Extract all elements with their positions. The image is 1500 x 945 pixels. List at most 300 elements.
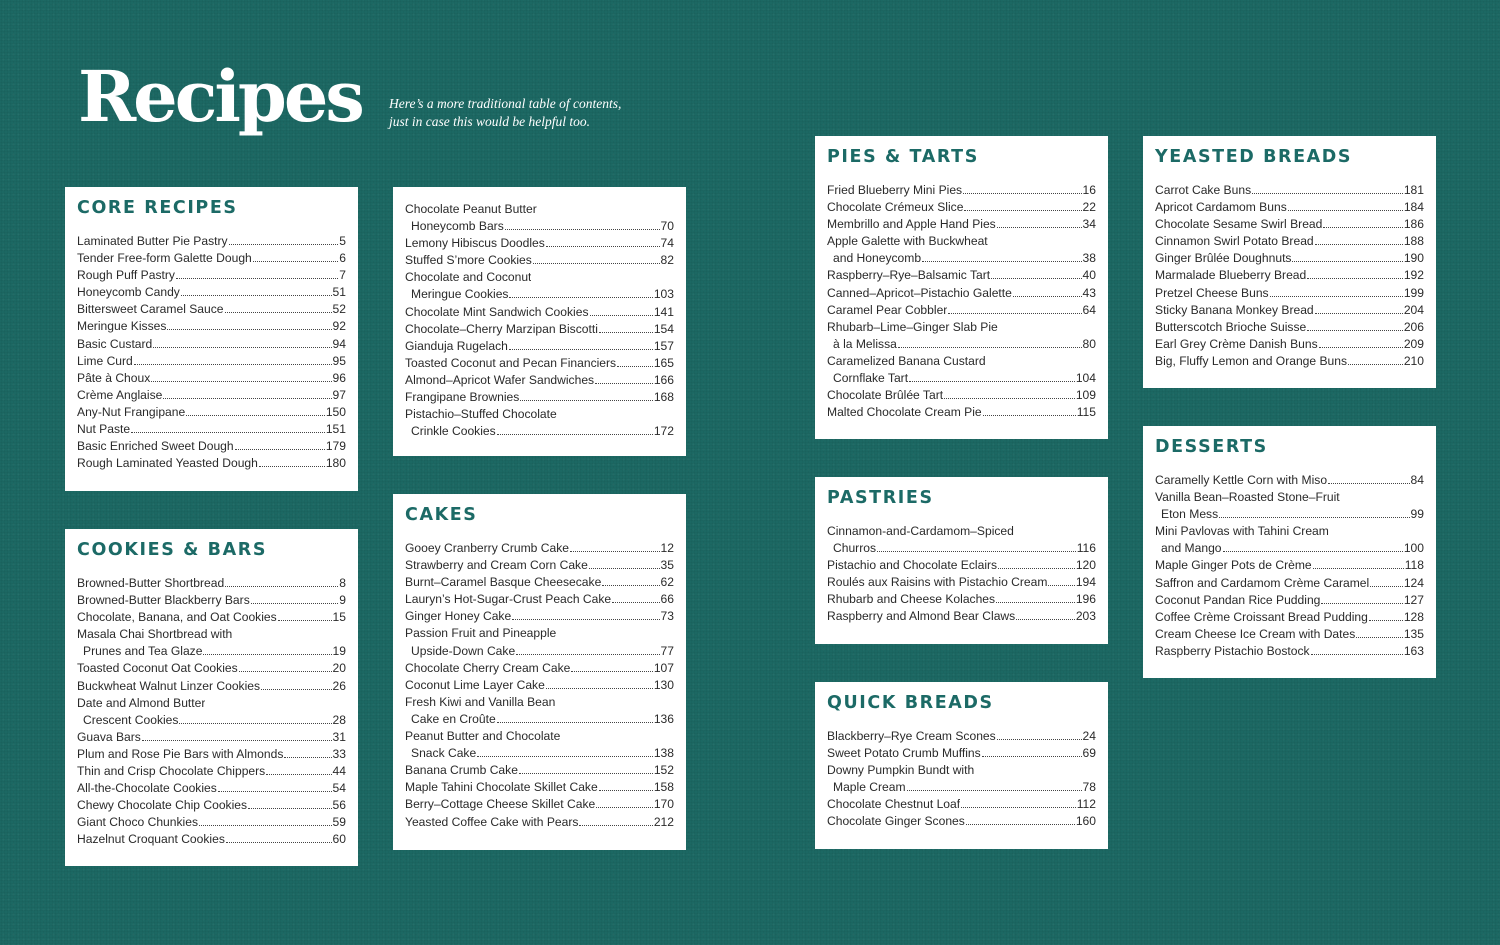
recipe-name-continued: Upside-Down Cake <box>411 643 516 658</box>
dot-leader <box>153 339 331 348</box>
page-number: 209 <box>1403 336 1424 351</box>
dot-leader <box>225 578 338 587</box>
dot-leader <box>963 185 1081 194</box>
recipe-name: Chocolate Cherry Cream Cake <box>405 660 571 675</box>
dot-leader <box>991 270 1081 279</box>
dot-leader <box>922 253 1081 262</box>
dot-leader <box>909 373 1075 382</box>
section-core-recipes <box>65 187 358 491</box>
recipe-entry <box>827 404 1096 421</box>
recipe-name: Downy Pumpkin Bundt with <box>827 763 975 778</box>
recipe-name: Browned-Butter Blackberry Bars <box>77 593 250 608</box>
recipe-name: Lauryn’s Hot-Sugar-Crust Peach Cake <box>405 592 612 607</box>
recipe-name: Ginger Brûlée Doughnuts <box>1155 251 1292 266</box>
recipe-entry <box>827 182 1096 199</box>
recipe-name: Chewy Chocolate Chip Cookies <box>77 798 248 813</box>
recipe-entry <box>77 831 346 848</box>
recipe-name: Raspberry Pistachio Bostock <box>1155 643 1310 658</box>
recipe-name: Caramel Pear Cobbler <box>827 302 948 317</box>
recipe-entry <box>1155 353 1424 370</box>
page-number: 135 <box>1403 626 1424 641</box>
page-number: 168 <box>653 390 674 405</box>
dot-leader <box>1292 253 1402 262</box>
recipe-name: Stuffed S’more Cookies <box>405 253 532 268</box>
page-number: 82 <box>660 253 674 268</box>
recipe-entry <box>405 406 674 423</box>
recipe-entry <box>405 814 674 831</box>
recipe-name: Mini Pavlovas with Tahini Cream <box>1155 524 1329 539</box>
page-number: 9 <box>339 593 346 608</box>
recipe-name: Caramelly Kettle Corn with Miso <box>1155 473 1328 487</box>
recipe-list <box>1155 472 1424 660</box>
recipe-entry <box>77 267 346 284</box>
recipe-name: Bittersweet Caramel Sauce <box>77 302 224 317</box>
dot-leader <box>590 307 653 316</box>
page-number: 80 <box>1082 336 1096 351</box>
page-number: 22 <box>1082 200 1096 215</box>
recipe-name: Pretzel Cheese Buns <box>1155 285 1269 300</box>
page-number: 99 <box>1410 507 1424 522</box>
page-number: 66 <box>660 592 674 607</box>
recipe-entry <box>77 797 346 814</box>
page-number: 92 <box>332 319 346 334</box>
recipe-name: Crème Anglaise <box>77 387 163 402</box>
recipe-name: Chocolate Sesame Swirl Bread <box>1155 217 1323 232</box>
recipe-entry <box>827 574 1096 591</box>
section-pastries <box>815 477 1108 644</box>
recipe-entry-continued <box>405 643 674 660</box>
recipe-name: Berry–Cottage Cheese Skillet Cake <box>405 797 596 812</box>
recipe-entry <box>405 779 674 796</box>
recipe-entry <box>405 304 674 321</box>
section-cakes <box>393 494 686 850</box>
recipe-entry-continued <box>405 711 674 728</box>
recipe-name: Rough Puff Pastry <box>77 268 175 283</box>
page-number: 59 <box>332 815 346 830</box>
page-number: 35 <box>660 558 674 573</box>
recipe-entry <box>77 678 346 695</box>
recipe-entry <box>827 233 1096 250</box>
dot-leader <box>477 748 653 757</box>
recipe-entry <box>77 695 346 712</box>
dot-leader <box>497 714 653 723</box>
page-number: 194 <box>1075 575 1096 590</box>
recipe-name: Rough Laminated Yeasted Dough <box>77 456 258 471</box>
dot-leader <box>284 749 331 758</box>
dot-leader <box>1321 595 1402 604</box>
page-number: 43 <box>1082 285 1096 300</box>
dot-leader <box>1048 577 1074 586</box>
recipe-entry <box>1155 575 1424 592</box>
dot-leader <box>520 392 653 401</box>
recipe-entry <box>827 267 1096 284</box>
recipe-list <box>405 201 674 440</box>
recipe-name: Thin and Crisp Chocolate Chippers <box>77 764 266 779</box>
page-number: 190 <box>1403 251 1424 266</box>
recipe-entry <box>827 353 1096 370</box>
page-number: 16 <box>1082 183 1096 197</box>
recipe-entry <box>77 814 346 831</box>
recipe-name: Plum and Rose Pie Bars with Almonds <box>77 746 284 761</box>
recipe-list <box>827 182 1096 421</box>
recipe-name: Toasted Coconut and Pecan Financiers <box>405 355 617 370</box>
recipe-name: Fresh Kiwi and Vanilla Bean <box>405 694 556 709</box>
page-number: 97 <box>332 387 346 402</box>
recipe-entry <box>1155 250 1424 267</box>
recipe-name: Almond–Apricot Wafer Sandwiches <box>405 372 595 387</box>
dot-leader <box>266 766 331 775</box>
recipe-name: Raspberry and Almond Bear Claws <box>827 609 1016 624</box>
recipe-entry <box>405 694 674 711</box>
recipe-entry <box>77 250 346 267</box>
page-number: 6 <box>339 251 346 266</box>
page-number: 33 <box>332 746 346 761</box>
page-number: 170 <box>653 797 674 812</box>
page-number: 165 <box>653 355 674 370</box>
page-number: 74 <box>660 236 674 251</box>
dot-leader <box>505 221 660 230</box>
recipe-name: Gooey Cranberry Crumb Cake <box>405 541 569 555</box>
recipe-list <box>405 540 674 831</box>
dot-leader <box>497 426 653 435</box>
page-number: 204 <box>1403 302 1424 317</box>
section-quick-breads <box>815 682 1108 849</box>
page-number: 28 <box>332 712 346 727</box>
recipe-entry <box>77 370 346 387</box>
dot-leader <box>570 543 660 552</box>
section-heading: PIES & TARTS <box>827 147 979 167</box>
recipe-name: Gianduja Rugelach <box>405 338 508 353</box>
recipe-name: Chocolate Chestnut Loaf <box>827 797 961 812</box>
dot-leader <box>1223 543 1403 552</box>
recipe-name: Coffee Crème Croissant Bread Pudding <box>1155 609 1368 624</box>
dot-leader <box>996 594 1075 603</box>
recipe-entry <box>77 404 346 421</box>
recipe-entry <box>77 421 346 438</box>
dot-leader <box>998 560 1075 569</box>
recipe-entry <box>77 575 346 592</box>
recipe-list <box>1155 182 1424 370</box>
recipe-entry <box>405 574 674 591</box>
recipe-name-continued: Prunes and Tea Glaze <box>83 644 203 659</box>
dot-leader <box>1307 270 1403 279</box>
recipe-name: Pistachio and Chocolate Eclairs <box>827 558 998 573</box>
dot-leader <box>1328 475 1409 484</box>
recipe-name: Lemony Hibiscus Doodles <box>405 236 545 251</box>
recipe-entry <box>405 591 674 608</box>
recipe-entry <box>1155 557 1424 574</box>
recipe-entry <box>405 355 674 372</box>
recipe-name-continued: à la Melissa <box>833 336 897 351</box>
recipe-entry <box>1155 199 1424 216</box>
page-number: 118 <box>1404 558 1424 573</box>
recipe-name: Rhubarb–Lime–Ginger Slab Pie <box>827 319 998 334</box>
dot-leader <box>203 646 331 655</box>
recipe-name: Sweet Potato Crumb Muffins <box>827 746 981 761</box>
page-number: 116 <box>1076 541 1096 556</box>
recipe-entry <box>827 557 1096 574</box>
recipe-entry <box>1155 216 1424 233</box>
dot-leader <box>983 407 1076 416</box>
dot-leader <box>1288 202 1403 211</box>
recipe-entry <box>77 592 346 609</box>
recipe-entry <box>405 389 674 406</box>
recipe-name: Canned–Apricot–Pistachio Galette <box>827 285 1012 300</box>
recipe-name-continued: Cake en Croûte <box>411 711 496 726</box>
dot-leader <box>599 782 653 791</box>
recipe-entry <box>1155 592 1424 609</box>
recipe-name: Rhubarb and Cheese Kolaches <box>827 592 996 607</box>
recipe-name: Tender Free-form Galette Dough <box>77 251 252 266</box>
page-number: 5 <box>339 234 346 248</box>
recipe-name: Ginger Honey Cake <box>405 609 512 624</box>
dot-leader <box>907 782 1082 791</box>
page-number: 186 <box>1403 217 1424 232</box>
page-number: 203 <box>1075 609 1096 624</box>
dot-leader <box>1013 288 1082 297</box>
recipe-entry <box>77 609 346 626</box>
recipe-name: Any-Nut Frangipane <box>77 404 186 419</box>
recipe-name: Honeycomb Candy <box>77 285 180 300</box>
dot-leader <box>199 817 332 826</box>
section-desserts <box>1143 426 1436 678</box>
dot-leader <box>596 799 653 808</box>
page-number: 163 <box>1403 643 1424 658</box>
recipe-entry-continued <box>827 540 1096 557</box>
dot-leader <box>261 681 331 690</box>
page-number: 157 <box>653 338 674 353</box>
recipe-entry <box>1155 267 1424 284</box>
dot-leader <box>248 800 331 809</box>
dot-leader <box>239 663 332 672</box>
recipe-name: Roulés aux Raisins with Pistachio Cream <box>827 575 1048 590</box>
recipe-list <box>827 523 1096 626</box>
recipe-entry <box>77 318 346 335</box>
dot-leader <box>579 817 652 826</box>
recipe-name: Nut Paste <box>77 422 131 437</box>
dot-leader <box>1315 305 1403 314</box>
recipe-entry <box>405 677 674 694</box>
recipe-name: Cream Cheese Ice Cream with Dates <box>1155 626 1356 641</box>
dot-leader <box>966 816 1075 825</box>
recipe-name: Marmalade Blueberry Bread <box>1155 268 1307 283</box>
recipe-entry-continued <box>405 745 674 762</box>
recipe-entry <box>1155 523 1424 540</box>
recipe-name: Carrot Cake Buns <box>1155 183 1252 197</box>
recipe-name: Raspberry–Rye–Balsamic Tart <box>827 268 991 283</box>
section-pies-tarts <box>815 136 1108 439</box>
recipe-name: Cinnamon-and-Cardamom–Spiced <box>827 524 1014 538</box>
page-number: 15 <box>332 610 346 625</box>
page-number: 56 <box>332 798 346 813</box>
page-number: 158 <box>653 780 674 795</box>
recipe-name: Big, Fluffy Lemon and Orange Buns <box>1155 353 1348 368</box>
recipe-entry <box>405 796 674 813</box>
page-number: 152 <box>653 763 674 778</box>
page-number: 60 <box>332 832 346 847</box>
dot-leader <box>1313 560 1404 569</box>
dot-leader <box>997 219 1082 228</box>
recipe-name: Chocolate and Coconut <box>405 270 532 285</box>
dot-leader <box>1315 236 1403 245</box>
recipe-entry <box>827 728 1096 745</box>
recipe-name: Giant Choco Chunkies <box>77 815 199 830</box>
recipe-entry-continued <box>77 712 346 729</box>
recipe-entry <box>77 284 346 301</box>
page-number: 12 <box>660 541 674 555</box>
dot-leader <box>595 375 653 384</box>
recipe-entry <box>1155 626 1424 643</box>
page-number: 19 <box>332 644 346 659</box>
page-number: 151 <box>325 422 346 437</box>
dot-leader <box>1319 339 1403 348</box>
dot-leader <box>571 663 652 672</box>
page-number: 96 <box>332 370 346 385</box>
dot-leader <box>179 715 331 724</box>
page-number: 104 <box>1075 371 1096 386</box>
recipe-entry <box>77 729 346 746</box>
recipe-entry-continued <box>405 286 674 303</box>
recipe-entry-continued <box>827 779 1096 796</box>
recipe-name: Chocolate Brûlée Tart <box>827 388 944 403</box>
page-number: 138 <box>653 746 674 761</box>
dot-leader <box>961 799 1076 808</box>
recipe-name: Meringue Kisses <box>77 319 167 334</box>
section-heading: CAKES <box>405 505 478 525</box>
recipe-entry <box>827 216 1096 233</box>
recipe-entry-continued <box>1155 506 1424 523</box>
recipe-name: Sticky Banana Monkey Bread <box>1155 302 1314 317</box>
dot-leader <box>229 236 339 245</box>
recipe-name: Banana Crumb Cake <box>405 763 518 778</box>
dot-leader <box>131 424 325 433</box>
recipe-name: Blackberry–Rye Cream Scones <box>827 729 996 743</box>
recipe-entry <box>405 660 674 677</box>
page-number: 154 <box>653 321 674 336</box>
dot-leader <box>617 358 653 367</box>
recipe-entry <box>77 233 346 250</box>
page-number: 188 <box>1403 234 1424 249</box>
recipe-entry-continued <box>405 423 674 440</box>
recipe-entry <box>405 321 674 338</box>
recipe-name-continued: and Honeycomb <box>833 251 922 266</box>
recipe-name: Basic Custard <box>77 336 153 351</box>
page-number: 77 <box>660 643 674 658</box>
page-number: 44 <box>332 764 346 779</box>
page-number: 69 <box>1082 746 1096 761</box>
dot-leader <box>1311 646 1403 655</box>
recipe-name: Coconut Lime Layer Cake <box>405 677 545 692</box>
dot-leader <box>997 731 1082 740</box>
page-number: 112 <box>1076 797 1096 812</box>
recipe-entry-continued <box>77 643 346 660</box>
page-number: 206 <box>1403 319 1424 334</box>
page-number: 180 <box>325 456 346 471</box>
dot-leader <box>599 324 653 333</box>
recipe-list <box>827 728 1096 831</box>
page-number: 31 <box>332 729 346 744</box>
page-number: 52 <box>332 302 346 317</box>
dot-leader <box>546 238 660 247</box>
recipe-entry <box>1155 302 1424 319</box>
dot-leader <box>1369 612 1403 621</box>
dot-leader <box>167 321 331 330</box>
recipe-entry <box>1155 233 1424 250</box>
recipe-entry <box>827 285 1096 302</box>
page-number: 8 <box>339 576 346 590</box>
page-number: 124 <box>1403 575 1424 590</box>
page-number: 109 <box>1075 388 1096 403</box>
page-number: 120 <box>1075 558 1096 573</box>
recipe-entry <box>77 780 346 797</box>
recipe-name: Chocolate Ginger Scones <box>827 814 965 829</box>
recipe-name-continued: Churros <box>833 541 877 556</box>
recipe-entry <box>1155 182 1424 199</box>
page-number: 172 <box>653 424 674 439</box>
recipe-name-continued: Cornflake Tart <box>833 371 909 386</box>
recipe-entry <box>405 269 674 286</box>
page-number: 115 <box>1076 405 1096 420</box>
page-number: 199 <box>1403 285 1424 300</box>
page-number: 136 <box>653 711 674 726</box>
recipe-name-continued: Snack Cake <box>411 746 477 761</box>
page-number: 78 <box>1082 780 1096 795</box>
recipe-entry <box>1155 609 1424 626</box>
page-number: 95 <box>332 353 346 368</box>
section-yeasted-breads <box>1143 136 1436 388</box>
dot-leader <box>982 748 1082 757</box>
recipe-entry <box>77 455 346 472</box>
page-number: 196 <box>1075 592 1096 607</box>
recipe-name: Maple Tahini Chocolate Skillet Cake <box>405 780 598 795</box>
page-number: 160 <box>1075 814 1096 829</box>
page-number: 51 <box>332 285 346 300</box>
recipe-entry <box>827 762 1096 779</box>
dot-leader <box>134 356 332 365</box>
page-number: 84 <box>1410 473 1424 487</box>
dot-leader <box>1370 578 1403 587</box>
dot-leader <box>1348 356 1403 365</box>
section-heading: YEASTED BREADS <box>1155 147 1353 167</box>
recipe-entry <box>1155 336 1424 353</box>
recipe-list <box>77 575 346 849</box>
recipe-name: Masala Chai Shortbread with <box>77 627 233 642</box>
dot-leader <box>1356 629 1403 638</box>
recipe-list <box>77 233 346 472</box>
recipe-entry <box>827 387 1096 404</box>
recipe-name: Caramelized Banana Custard <box>827 353 986 368</box>
recipe-name: Membrillo and Apple Hand Pies <box>827 217 996 232</box>
recipe-name: Yeasted Coffee Cake with Pears <box>405 814 579 829</box>
dot-leader <box>509 341 653 350</box>
page-number: 150 <box>325 404 346 419</box>
section-heading: DESSERTS <box>1155 437 1268 457</box>
recipe-name: Passion Fruit and Pineapple <box>405 626 557 641</box>
page-number: 166 <box>653 372 674 387</box>
recipe-entry <box>77 660 346 677</box>
dot-leader <box>509 289 652 298</box>
recipe-entry <box>77 626 346 643</box>
page-number: 38 <box>1082 251 1096 266</box>
page-number: 70 <box>660 219 674 234</box>
recipe-entry <box>827 523 1096 540</box>
recipe-name: Frangipane Brownies <box>405 390 520 405</box>
page-number: 62 <box>660 575 674 590</box>
recipe-entry <box>405 728 674 745</box>
dot-leader <box>186 407 325 416</box>
section-heading: QUICK BREADS <box>827 693 994 713</box>
recipe-entry <box>1155 643 1424 660</box>
